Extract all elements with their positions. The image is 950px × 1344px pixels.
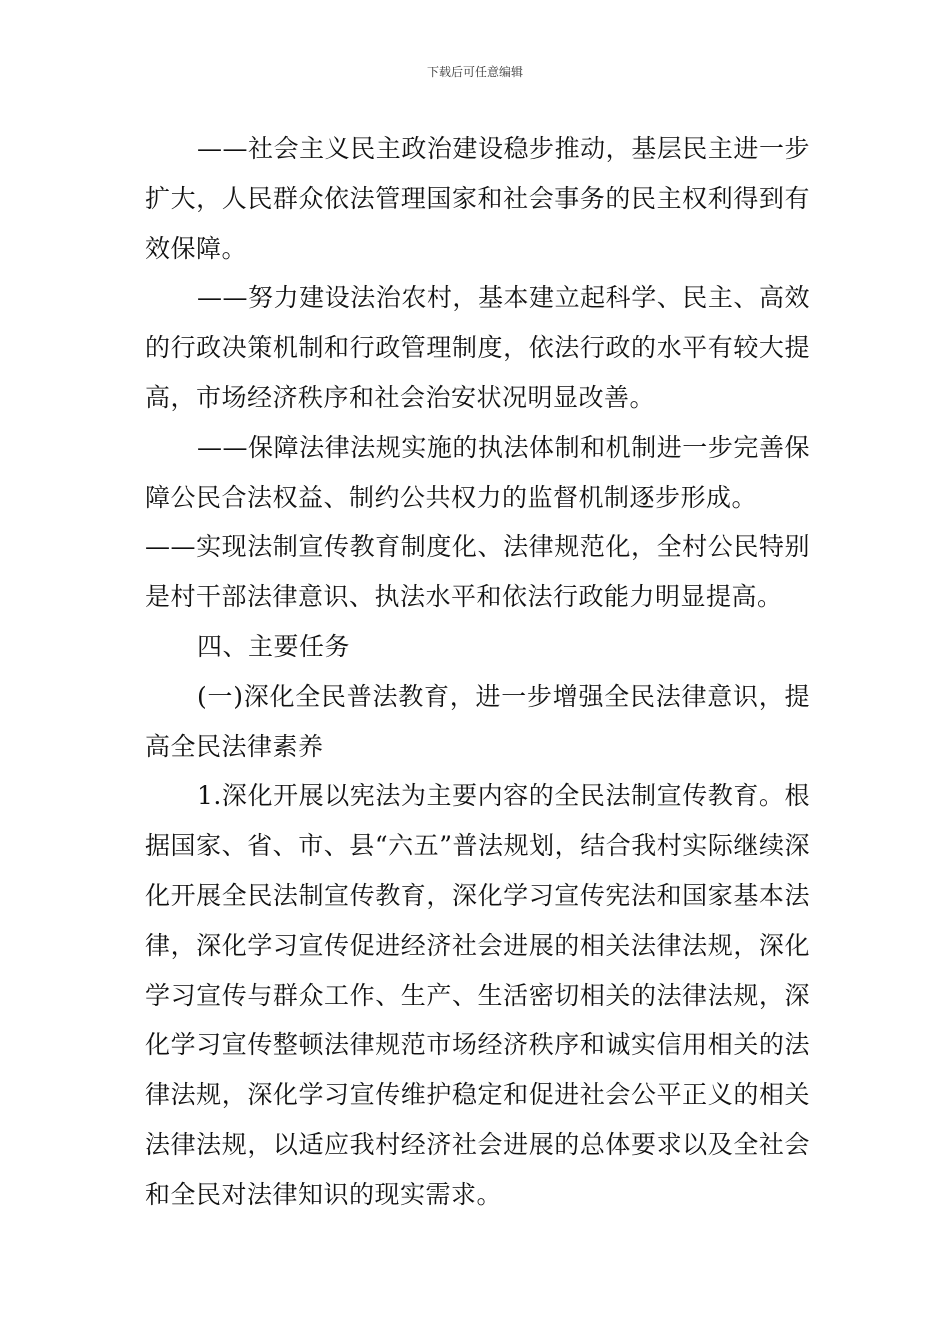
paragraph-enforcement-system: ——保障法律法规实施的执法体制和机制进一步完善保障公民合法权益、制约公共权力的监督机制逐步形成。 xyxy=(145,432,810,512)
page-header: 下载后可任意编辑 xyxy=(426,65,523,79)
paragraph-legal-education: ——实现法制宣传教育制度化、法律规范化，全村公民特别是村干部法律意识、执法水平和依法行政能力明显提高。 xyxy=(145,532,810,612)
paragraph-democracy: ——社会主义民主政治建设稳步推动，基层民主进一步扩大，人民群众依法管理国家和社会事务的民主权利得到有效保障。 xyxy=(145,134,810,263)
section-heading-main-tasks: 四、主要任务 xyxy=(197,631,351,661)
document-body xyxy=(145,124,810,1220)
subsection-heading-1: (一)深化全民普法教育，进一步增强全民法律意识，提高全民法律素养 xyxy=(145,681,810,761)
paragraph-rule-of-law-village: ——努力建设法治农村，基本建立起科学、民主、高效的行政决策机制和行政管理制度，依法行政的水平有较大提高，市场经济秩序和社会治安状况明显改善。 xyxy=(145,283,810,412)
paragraph-item-1: 1.深化开展以宪法为主要内容的全民法制宣传教育。根据国家、省、市、县“六五”普法规划，结合我村实际继续深化开展全民法制宣传教育，深化学习宣传宪法和国家基本法律，深化学习宣传促进经济社会进展的相关法律法规，深化学习宣传与群众工作、生产、生活密切相关的法律法规，深化学习宣传整顿法律规范市场经济秩序和诚实信用相关的法律法规，深化学习宣传维护稳定和促进社会公平正义的相关法律法规，以适应我村经济社会进展的总体要求以及全社会和全民对法律知识的现实需求。 xyxy=(145,781,810,1209)
